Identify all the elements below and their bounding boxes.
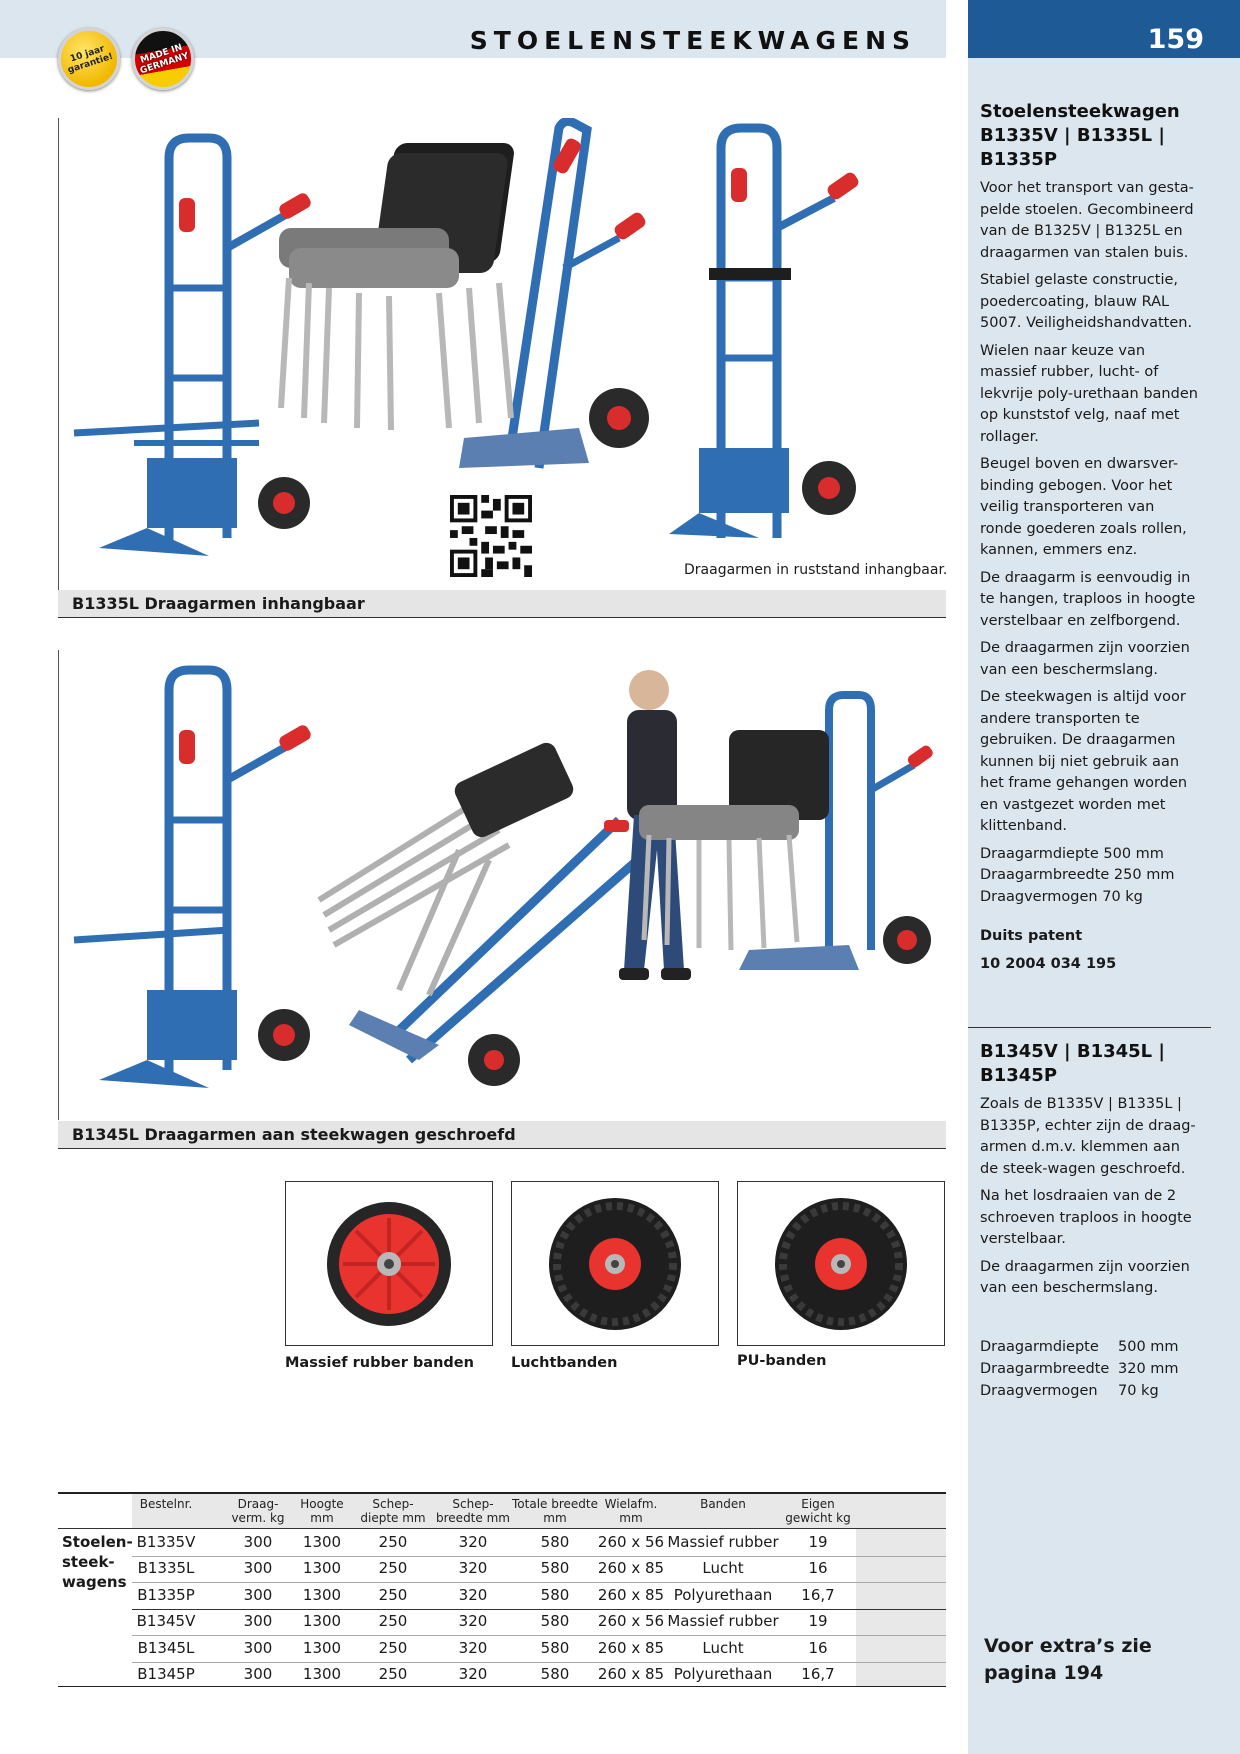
spec-label: Draagarmbreedte [980, 1361, 1110, 1377]
qr-code[interactable] [450, 495, 532, 577]
pneumatic-wheel-icon [512, 1182, 718, 1345]
table-cell: 320 [458, 1586, 488, 1604]
table-cell: 320 [458, 1559, 488, 1577]
sidebar-divider [968, 1027, 1211, 1028]
product2-paragraph: Na het losdraaien van de 2 schroeven traploos in hoogte verstelbaar. [980, 1188, 1192, 1247]
wheel-pneumatic-photo [511, 1181, 719, 1346]
table-cell: 19 [808, 1533, 828, 1551]
table-cell: 1300 [302, 1533, 342, 1551]
table-cell: B1345L [137, 1639, 195, 1657]
product1-paragraph: Wielen naar keuze van massief rubber, lucht- of lekvrije poly-urethaan banden op kunststof velg, naaf met rollager. [980, 342, 1198, 445]
table-cell: 260 x 85 [597, 1665, 665, 1683]
table-cell: 320 [458, 1639, 488, 1657]
table-cell: B1345P [137, 1665, 195, 1683]
table-header: Wielafm. mm [604, 1497, 658, 1525]
table-header: Schep- diepte mm [360, 1497, 426, 1525]
man-tilting-hand-truck-illustration [319, 670, 691, 1086]
table-row-separator [132, 1635, 946, 1636]
table-cell: 260 x 85 [597, 1559, 665, 1577]
table-cell: 19 [808, 1612, 828, 1630]
table-cell: Massief rubber [667, 1612, 779, 1630]
spec-line: Draagarmbreedte 250 mm [980, 867, 1175, 883]
table-cell: 1300 [302, 1639, 342, 1657]
product1-paragraph: De draagarm is eenvoudig in te hangen, traploos in hoogte verstelbaar en zelfborgend. [980, 569, 1196, 629]
product2-description [980, 1040, 1200, 1300]
product2-paragraph: Zoals de B1335V | B1335L | B1335P, echter zijn de draag-armen d.m.v. klemmen aan de steek-wagen geschroefd. [980, 1096, 1196, 1177]
table-cell: Polyurethaan [673, 1586, 773, 1604]
patent-label: Duits patent [980, 928, 1083, 944]
table-row-separator [132, 1556, 946, 1557]
table-cell: 580 [540, 1586, 570, 1604]
product1-paragraph: Beugel boven en dwarsver-binding gebogen. Voor het veilig transporteren van ronde goederen zoals rollen, kannen, emmers enz. [980, 456, 1187, 558]
table-cell: Lucht [702, 1639, 744, 1657]
product2-paragraph: De draagarmen zijn voorzien van een beschermslang. [980, 1258, 1190, 1296]
table-cell: 16,7 [801, 1665, 835, 1683]
spec-value: 70 kg [1118, 1383, 1159, 1399]
table-cell: 320 [458, 1533, 488, 1551]
spec-value: 320 mm [1118, 1361, 1179, 1377]
table-cell: 300 [243, 1559, 273, 1577]
table-cell: 580 [540, 1559, 570, 1577]
wheel-pu-photo [737, 1181, 945, 1346]
table-cell: 250 [378, 1559, 408, 1577]
table-cell: 16 [808, 1639, 828, 1657]
page-number: 159 [1147, 24, 1204, 55]
table-cell: 580 [540, 1612, 570, 1630]
table-cell: 250 [378, 1586, 408, 1604]
spec-line: Draagarmdiepte 500 mm [980, 845, 1164, 862]
spec-line: Draagvermogen 70 kg [980, 888, 1143, 905]
page-number-box [968, 0, 1240, 58]
table-header: Totale breedte mm [512, 1497, 598, 1525]
pu-wheel-icon [738, 1182, 944, 1345]
table-cell: 260 x 85 [597, 1586, 665, 1604]
table-row-separator [132, 1662, 946, 1663]
table-cell: 1300 [302, 1612, 342, 1630]
page-title: STOELENSTEEKWAGENS [469, 26, 916, 55]
hand-truck-illustration [74, 138, 313, 556]
wheel-label: Massief rubber banden [285, 1355, 474, 1371]
section1-caption: B1335L Draagarmen inhangbaar [72, 594, 365, 613]
product1-specs [980, 844, 1200, 909]
table-cell: B1335V [136, 1533, 196, 1551]
table-cell: 300 [243, 1665, 273, 1683]
wheel-solid-rubber-photo [285, 1181, 493, 1346]
table-cell: B1335L [137, 1559, 195, 1577]
section2-caption-bar [58, 1121, 946, 1149]
table-row-separator [132, 1609, 946, 1610]
section2-photos [59, 650, 947, 1120]
table-cell: 1300 [302, 1665, 342, 1683]
table-cell: B1345V [136, 1612, 196, 1630]
table-cell: 16,7 [801, 1586, 835, 1604]
guarantee-badge-text: 10 jaar garantie! [66, 44, 115, 76]
hand-truck-rest-position-illustration [669, 128, 861, 538]
hand-truck-with-chairs-illustration [639, 695, 935, 970]
product1-paragraph: Voor het transport van gesta-pelde stoelen. Gecombineerd van de B1325V | B1325L en draagarmen van stalen buis. [980, 180, 1194, 261]
table-header: Banden [700, 1497, 746, 1511]
spec-label: Draagarmdiepte [980, 1339, 1099, 1355]
table-cell: 300 [243, 1612, 273, 1630]
product1-paragraph: De steekwagen is altijd voor andere transporten te gebruiken. De draagarmen kunnen bij niet gebruik aan het frame gehangen worden en vastgezet worden met klittenband. [980, 689, 1188, 834]
table-cell: 320 [458, 1612, 488, 1630]
table-header: Schep- breedte mm [436, 1497, 510, 1525]
section2-photo-area [58, 650, 946, 1120]
made-in-germany-text: MADE IN GERMANY [139, 42, 191, 77]
photo-caption: Draagarmen in ruststand inhangbaar. [684, 562, 948, 578]
table-row-group-label: Stoelen-steek-wagens [62, 1533, 133, 1591]
product1-description [980, 100, 1200, 975]
hand-truck-with-chairs-illustration [279, 121, 649, 468]
product1-title: Stoelensteekwagen B1335V | B1335L | B1335P [980, 101, 1180, 170]
table-header: Hoogte mm [300, 1497, 344, 1525]
table-cell: 580 [540, 1639, 570, 1657]
spec-label: Draagvermogen [980, 1383, 1098, 1399]
table-cell: 260 x 85 [597, 1639, 665, 1657]
product2-specs [980, 1336, 1179, 1402]
table-cell: 300 [243, 1586, 273, 1604]
table-cell: 1300 [302, 1586, 342, 1604]
table-cell: 250 [378, 1665, 408, 1683]
table-cell: 300 [243, 1639, 273, 1657]
table-header: Bestelnr. [139, 1497, 193, 1511]
table-cell: 250 [378, 1612, 408, 1630]
product1-paragraph: De draagarmen zijn voorzien van een beschermslang. [980, 640, 1190, 678]
table-cell: 16 [808, 1559, 828, 1577]
table-row-separator [132, 1582, 946, 1583]
section2-caption: B1345L Draagarmen aan steekwagen geschroefd [72, 1125, 516, 1144]
extras-reference: Voor extra’s zie pagina 194 [984, 1635, 1152, 1684]
table-cell: 250 [378, 1639, 408, 1657]
table-cell: Massief rubber [667, 1533, 779, 1551]
table-cell: 320 [458, 1665, 488, 1683]
table-cell: 300 [243, 1533, 273, 1551]
table-cell: 1300 [302, 1559, 342, 1577]
patent-number: 10 2004 034 195 [980, 955, 1117, 972]
wheel-label: PU-banden [737, 1353, 827, 1369]
section1-caption-bar [58, 590, 946, 618]
table-bottom-rule [58, 1686, 946, 1687]
table-cell: Polyurethaan [673, 1665, 773, 1683]
table-cell: 250 [378, 1533, 408, 1551]
hand-truck-illustration [74, 670, 313, 1088]
table-header: Eigen gewicht kg [785, 1497, 851, 1525]
table-cell: 580 [540, 1533, 570, 1551]
wheel-label: Luchtbanden [511, 1355, 618, 1371]
solid-rubber-wheel-icon [286, 1182, 492, 1345]
table-cell: 580 [540, 1665, 570, 1683]
product1-paragraph: Stabiel gelaste constructie, poedercoating, blauw RAL 5007. Veiligheidshandvatten. [980, 272, 1193, 331]
spec-value: 500 mm [1118, 1339, 1179, 1355]
table-cell: 260 x 56 [597, 1612, 665, 1630]
table-header-separator [58, 1528, 946, 1529]
table-cell: B1335P [137, 1586, 195, 1604]
product2-title: B1345V | B1345L | B1345P [980, 1041, 1165, 1086]
table-header: Draag- verm. kg [231, 1497, 285, 1525]
table-cell: 260 x 56 [597, 1533, 665, 1551]
table-cell: Lucht [702, 1559, 744, 1577]
